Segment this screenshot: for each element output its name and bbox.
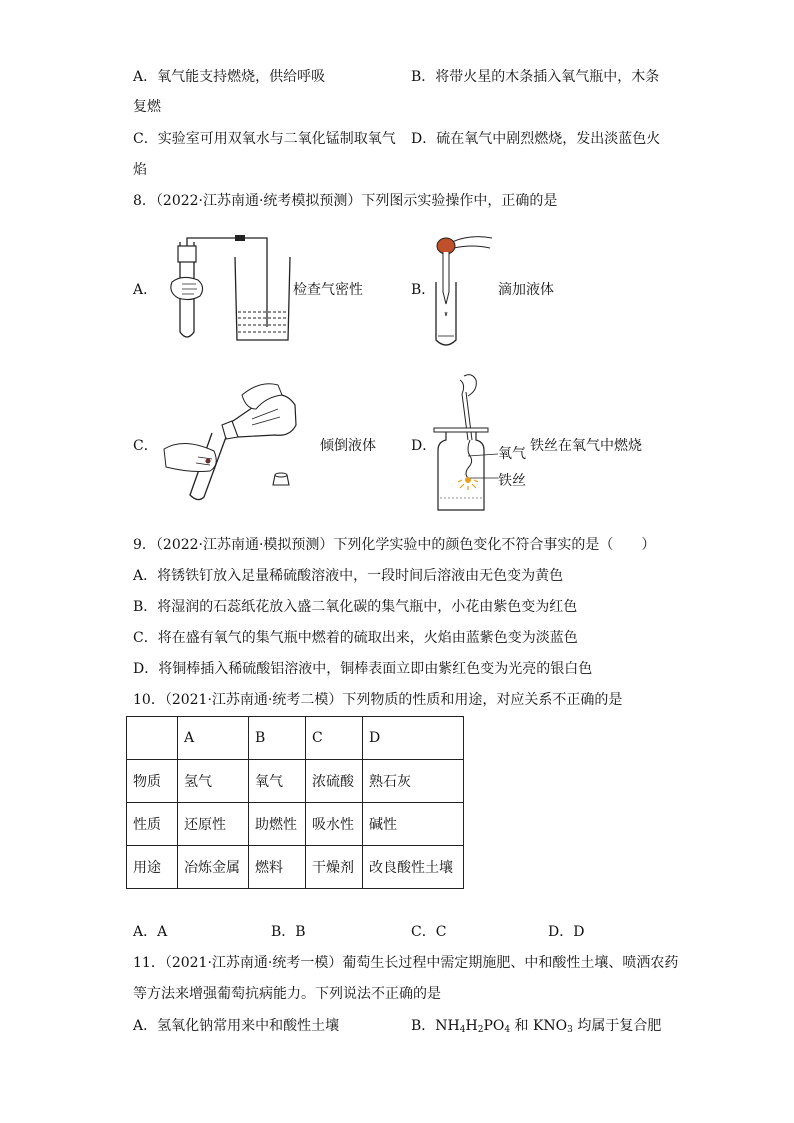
q8-label-c: C． bbox=[133, 438, 158, 454]
q11-option-b-text: 和 KNO bbox=[510, 1018, 568, 1034]
q7-option-a: A．氧气能支持燃烧，供给呼吸 bbox=[133, 69, 326, 85]
q11-option-b-text: PO bbox=[483, 1018, 505, 1034]
table-cell: D bbox=[363, 717, 464, 760]
q11-stem: 11．（2021·江苏南通·统考一模）葡萄生长过程中需定期施肥、中和酸性土壤、喷洒农药 bbox=[133, 955, 679, 971]
q7-option-c: C．实验室可用双氧水与二氧化锰制取氧气 bbox=[133, 131, 396, 147]
properties-table bbox=[126, 716, 464, 889]
table-cell: 氢气 bbox=[178, 760, 249, 803]
subscript: 2 bbox=[477, 1025, 484, 1035]
subscript: 3 bbox=[567, 1025, 573, 1035]
table-cell: 燃料 bbox=[249, 846, 306, 889]
q8-label-a: A． bbox=[133, 282, 158, 298]
q9-option-d: D．将铜棒插入稀硫酸铝溶液中，铜棒表面立即由紫红色变为光亮的银白色 bbox=[133, 661, 593, 677]
q8-tag-oxygen: 氧气 bbox=[498, 446, 526, 462]
subscript: 4 bbox=[459, 1025, 466, 1035]
dropper-figure bbox=[430, 232, 500, 352]
table-cell: 碱性 bbox=[363, 803, 464, 846]
q8-caption-b: 滴加液体 bbox=[498, 282, 554, 298]
q10-option-b: B．B bbox=[271, 924, 306, 940]
q7-option-d-cont: 焰 bbox=[133, 162, 147, 178]
iron-wire-combustion-figure bbox=[432, 370, 492, 516]
q10-stem: 10．（2021·江苏南通·统考二模）下列物质的性质和用途，对应关系不正确的是 bbox=[133, 692, 623, 708]
q10-option-a: A．A bbox=[133, 924, 168, 940]
table-cell: 熟石灰 bbox=[363, 760, 464, 803]
table-cell: B bbox=[249, 717, 306, 760]
q7-option-b-cont: 复燃 bbox=[133, 99, 161, 115]
q11-option-a: A．氢氧化钠常用来中和酸性土壤 bbox=[133, 1018, 340, 1034]
q8-label-d: D． bbox=[411, 438, 437, 454]
table-cell: 干燥剂 bbox=[306, 846, 363, 889]
q8-caption-c: 倾倒液体 bbox=[320, 438, 376, 454]
q11-option-b-text: H bbox=[465, 1018, 478, 1034]
table-cell: 性质 bbox=[127, 803, 178, 846]
q11-option-b-text: B．NH bbox=[411, 1018, 460, 1034]
q9-option-c: C．将在盛有氧气的集气瓶中燃着的硫取出来，火焰由蓝紫色变为淡蓝色 bbox=[133, 630, 578, 646]
table-cell: 物质 bbox=[127, 760, 178, 803]
q8-stem: 8．（2022·江苏南通·统考模拟预测）下列图示实验操作中，正确的是 bbox=[133, 193, 558, 209]
table-row bbox=[127, 803, 464, 846]
table-cell: 吸水性 bbox=[306, 803, 363, 846]
table-row bbox=[127, 846, 464, 889]
q8-tag-iron: 铁丝 bbox=[498, 473, 526, 489]
q7-option-d: D．硫在氧气中剧烈燃烧，发出淡蓝色火 bbox=[411, 131, 661, 147]
q11-option-b-text: 均属于复合肥 bbox=[572, 1018, 662, 1034]
q8-caption-a: 检查气密性 bbox=[293, 282, 363, 298]
table-cell: 氧气 bbox=[249, 760, 306, 803]
airtightness-check-figure bbox=[160, 232, 295, 347]
q7-option-b: B．将带火星的木条插入氧气瓶中，木条 bbox=[411, 69, 660, 85]
label-pointer-lines bbox=[468, 448, 498, 488]
q10-option-c: C．C bbox=[411, 924, 447, 940]
q8-caption-d: 铁丝在氧气中燃烧 bbox=[530, 438, 642, 454]
q11-option-b bbox=[411, 1016, 661, 1040]
pour-liquid-figure bbox=[160, 375, 305, 505]
subscript: 4 bbox=[504, 1025, 511, 1035]
table-cell: 助燃性 bbox=[249, 803, 306, 846]
table-row bbox=[127, 717, 464, 760]
q10-option-d: D．D bbox=[548, 924, 585, 940]
q9-option-a: A．将锈铁钉放入足量稀硫酸溶液中，一段时间后溶液由无色变为黄色 bbox=[133, 568, 564, 584]
table-cell: 浓硫酸 bbox=[306, 760, 363, 803]
q9-option-b: B．将湿润的石蕊纸花放入盛二氧化碳的集气瓶中，小花由紫色变为红色 bbox=[133, 599, 578, 615]
q11-stem-cont: 等方法来增强葡萄抗病能力。下列说法不正确的是 bbox=[133, 986, 441, 1002]
table-cell: A bbox=[178, 717, 249, 760]
table-cell: 改良酸性土壤 bbox=[363, 846, 464, 889]
table-cell: 还原性 bbox=[178, 803, 249, 846]
table-cell: 冶炼金属 bbox=[178, 846, 249, 889]
q8-label-b: B． bbox=[411, 282, 436, 298]
table-cell: 用途 bbox=[127, 846, 178, 889]
table-cell bbox=[127, 717, 178, 760]
table-row bbox=[127, 760, 464, 803]
table-cell: C bbox=[306, 717, 363, 760]
q9-stem: 9．（2022·江苏南通·模拟预测）下列化学实验中的颜色变化不符合事实的是（ ） bbox=[133, 537, 656, 553]
